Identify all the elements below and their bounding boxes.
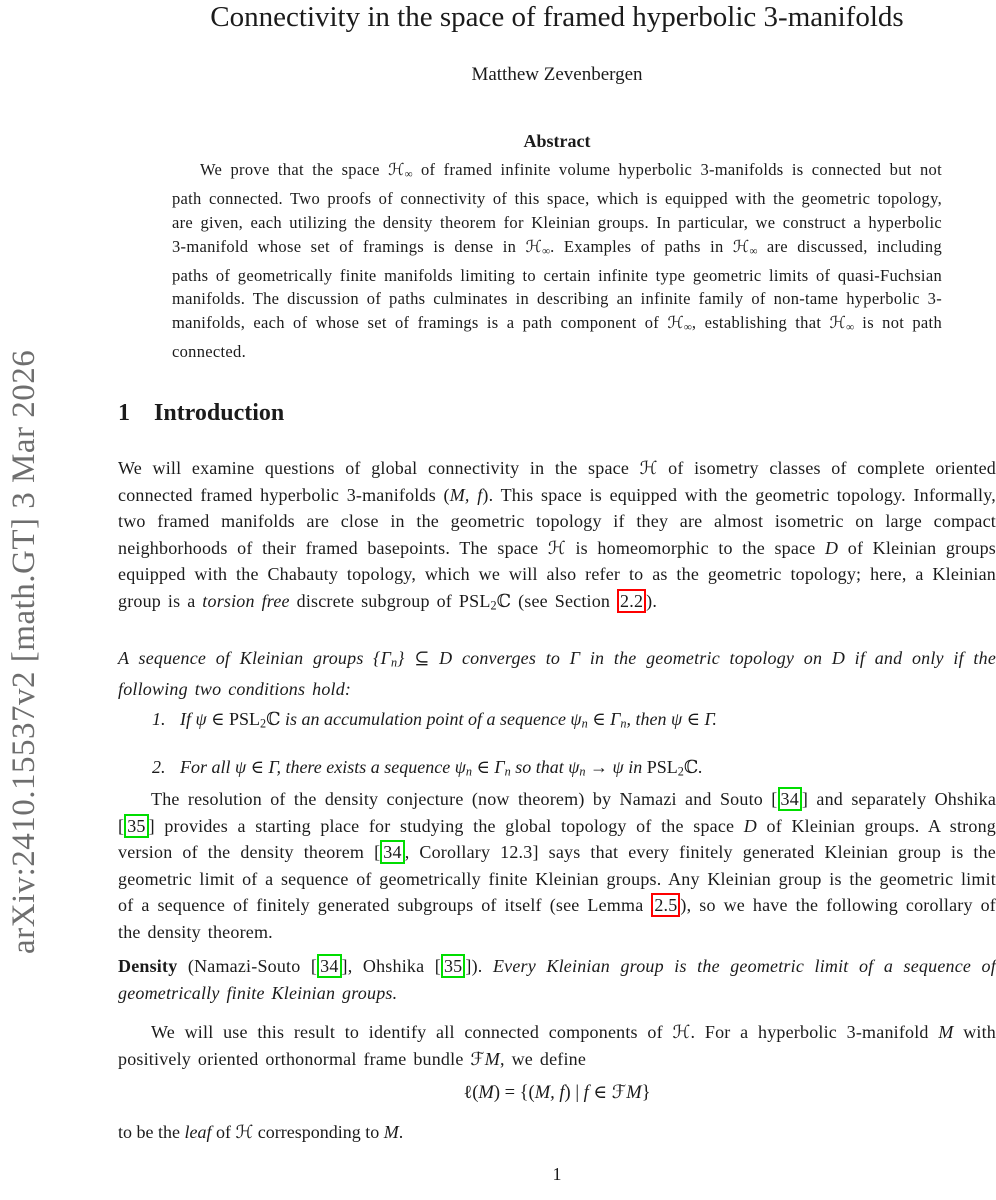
text-segment: 2 bbox=[490, 598, 497, 613]
citation-link[interactable]: 34 bbox=[778, 787, 802, 811]
text-segment: . Examples of paths in bbox=[550, 236, 733, 256]
text-segment: We prove that the space bbox=[200, 160, 389, 179]
text-segment: ), so we have the following corollary of the density theorem. bbox=[118, 895, 996, 942]
list-item bbox=[118, 706, 996, 737]
text-segment: ∞ bbox=[542, 245, 551, 258]
text-segment: D bbox=[439, 648, 453, 668]
text-segment: of isometry classes of complete oriented connected framed hyperbolic 3-manifolds ( bbox=[118, 458, 996, 505]
text-segment: ℱ bbox=[470, 1048, 485, 1069]
text-segment: M bbox=[383, 1122, 399, 1142]
list-item-marker: 2. bbox=[152, 757, 166, 778]
text-segment: If ψ ∈ bbox=[180, 709, 229, 729]
text-segment: ℋ bbox=[667, 313, 684, 333]
text-segment: } ⊆ bbox=[397, 648, 440, 668]
text-segment: n bbox=[391, 655, 398, 670]
text-segment: of Kleinian groups. A strong version of the density theorem [ bbox=[118, 815, 996, 862]
text-segment: Density bbox=[118, 956, 178, 976]
section-number: 1 bbox=[118, 400, 130, 426]
text-segment: ℋ bbox=[732, 236, 750, 256]
text-segment: . bbox=[698, 757, 703, 778]
leaf-equation bbox=[118, 1082, 996, 1104]
section-title: Introduction bbox=[154, 400, 285, 426]
abstract-heading: Abstract bbox=[523, 131, 591, 151]
text-segment: ∞ bbox=[846, 321, 855, 334]
section-ref-link[interactable]: 2.5 bbox=[651, 893, 680, 917]
text-segment: ∞ bbox=[683, 321, 692, 334]
text-segment: is homeomorphic to the space bbox=[565, 537, 825, 558]
text-segment: ) = {( bbox=[493, 1083, 535, 1103]
text-segment: The resolution of the density conjecture (now theorem) by Namazi and Souto [ bbox=[151, 789, 778, 809]
citation-link[interactable]: 34 bbox=[317, 954, 341, 978]
text-segment: ℋ bbox=[388, 160, 405, 179]
text-segment: converges to Γ in the geometric topology on bbox=[452, 648, 832, 668]
intro-paragraph-1 bbox=[118, 455, 996, 619]
text-segment: → ψ in bbox=[585, 757, 647, 778]
text-segment: M, f bbox=[534, 1083, 565, 1103]
text-segment: n bbox=[581, 716, 588, 731]
text-segment: M bbox=[484, 1048, 500, 1069]
text-segment: n bbox=[579, 764, 586, 779]
text-segment: PSL bbox=[646, 757, 678, 778]
citation-link[interactable]: 35 bbox=[124, 814, 148, 838]
text-segment: leaf bbox=[184, 1122, 212, 1142]
text-segment: to be the bbox=[118, 1122, 185, 1142]
text-segment: We will use this result to identify all connected components of bbox=[151, 1022, 673, 1042]
paper-title: Connectivity in the space of framed hyperbolic 3-manifolds bbox=[210, 1, 904, 33]
text-segment: , establishing that bbox=[691, 313, 830, 333]
text-segment: ∞ bbox=[749, 245, 758, 258]
text-segment: , we define bbox=[499, 1048, 587, 1069]
text-segment: M bbox=[626, 1083, 642, 1103]
list-item-marker: 1. bbox=[152, 709, 166, 729]
text-segment: ∈ Γ bbox=[472, 757, 505, 778]
text-segment: ℱ bbox=[611, 1083, 627, 1103]
page-number: 1 bbox=[552, 1164, 562, 1184]
text-segment: n bbox=[620, 716, 627, 731]
text-segment: M, f bbox=[449, 484, 483, 505]
text-segment: (Namazi-Souto [ bbox=[177, 956, 318, 976]
text-segment: ∈ Γ bbox=[587, 709, 621, 729]
text-segment: ℋ bbox=[829, 313, 847, 333]
text-segment: , Corollary 12.3] says that every finitely generated Kleinian group is the geometric limit of a sequence of geometrically finite Kleinian groups. Any Kleinian group is the geometric limit of a sequence of finitely generated subgroups of itself (see Lemma bbox=[118, 842, 996, 915]
text-segment: ∞ bbox=[404, 168, 413, 181]
text-segment: ). This space is equipped with the geometric topology. Informally, two framed manifolds are close in the geometric topology if they are almost isometric on large compact neighborhoods of their framed basepoints. The space bbox=[118, 484, 996, 558]
citation-link[interactable]: 34 bbox=[380, 840, 404, 864]
text-segment: M bbox=[938, 1022, 954, 1042]
text-segment: ]). bbox=[465, 956, 493, 976]
text-segment: A sequence of Kleinian groups {Γ bbox=[118, 648, 392, 668]
citation-link[interactable]: 35 bbox=[441, 954, 465, 978]
text-segment: D bbox=[743, 815, 757, 836]
section-ref-link[interactable]: 2.2 bbox=[617, 589, 646, 613]
text-segment: n bbox=[504, 764, 511, 779]
list-item bbox=[118, 754, 996, 785]
text-segment: ℋ bbox=[525, 236, 543, 256]
density-conjecture-paragraph bbox=[118, 786, 996, 945]
text-segment: PSL bbox=[229, 709, 261, 729]
text-segment: , then ψ ∈ Γ. bbox=[626, 709, 717, 729]
text-segment: ], Ohshika [ bbox=[341, 956, 441, 976]
text-segment: D bbox=[824, 537, 839, 558]
text-segment: ℓ( bbox=[463, 1083, 479, 1103]
text-segment: We will examine questions of global connectivity in the space bbox=[118, 458, 640, 478]
text-segment: with positively oriented orthonormal frame bundle bbox=[118, 1022, 996, 1069]
text-segment: D bbox=[831, 648, 846, 668]
text-segment: 2 bbox=[260, 716, 267, 731]
paper-author: Matthew Zevenbergen bbox=[471, 64, 643, 85]
text-segment: M bbox=[478, 1083, 494, 1103]
text-segment: discrete subgroup of PSL bbox=[289, 590, 491, 611]
text-segment: 2 bbox=[677, 764, 684, 779]
text-segment: of bbox=[211, 1122, 236, 1142]
arxiv-watermark: arXiv:2410.15537v2 [math.GT] 3 Mar 2026 bbox=[6, 349, 42, 954]
text-segment: so that ψ bbox=[510, 757, 580, 778]
text-segment: } bbox=[641, 1083, 651, 1103]
text-segment: is an accumulation point of a sequence ψ bbox=[280, 709, 582, 729]
text-segment: ). bbox=[646, 590, 658, 611]
text-segment: ℋ bbox=[639, 458, 658, 478]
text-segment: ] provides a starting place for studying the global topology of the space bbox=[148, 815, 744, 836]
text-segment: ℋ bbox=[672, 1022, 691, 1042]
text-segment: ℂ (see Section bbox=[496, 590, 618, 611]
list-item-content bbox=[180, 754, 996, 785]
text-segment: n bbox=[465, 764, 473, 779]
density-theorem-statement bbox=[118, 953, 996, 1006]
text-segment: ) | bbox=[564, 1083, 584, 1103]
leaf-definition-line bbox=[118, 1122, 996, 1143]
text-segment: if and only if the following two conditions hold: bbox=[118, 648, 996, 700]
text-segment: ∈ bbox=[588, 1083, 612, 1103]
text-segment: Every Kleinian group is the geometric limit of a sequence of geometrically finite Kleinian groups. bbox=[118, 956, 996, 1003]
text-segment: corresponding to bbox=[253, 1122, 384, 1142]
geometric-convergence-definition bbox=[118, 645, 996, 703]
text-segment: For all ψ ∈ Γ, there exists a sequence ψ bbox=[180, 757, 466, 778]
text-segment: . bbox=[398, 1122, 404, 1142]
text-segment: are discussed, including paths of geometrically finite manifolds limiting to certain infinite type geometric limits of quasi-Fuchsian manifolds. The discussion of paths culminates in describing an infinite family of non-tame hyperbolic 3-manifolds, each of whose set of framings is a path component of bbox=[172, 236, 943, 333]
text-segment: is not path connected. bbox=[172, 313, 942, 362]
text-segment: . For a hyperbolic 3-manifold bbox=[690, 1022, 939, 1042]
list-item-content bbox=[180, 706, 996, 737]
abstract-body bbox=[172, 158, 942, 364]
text-segment: torsion free bbox=[202, 590, 290, 611]
text-segment: ℋ bbox=[235, 1122, 254, 1142]
text-segment: ℂ bbox=[266, 709, 281, 729]
text-segment: ℂ bbox=[683, 757, 699, 778]
text-segment: of Kleinian groups equipped with the Chabauty topology, which we will also refer to as the geometric topology; here, a Kleinian group is a bbox=[118, 537, 996, 611]
text-segment: f bbox=[583, 1083, 589, 1103]
text-segment: of framed infinite volume hyperbolic 3-manifolds is connected but not path connected. Two proofs of connectivity of this space, which is equipped with the geometric topology, are given, each utilizing the density theorem for Kleinian groups. In particular, we construct a hyperbolic 3-manifold whose set of framings is dense in bbox=[172, 160, 942, 256]
leaf-setup-paragraph bbox=[118, 1019, 996, 1072]
text-segment: ] and separately Ohshika [ bbox=[118, 789, 996, 836]
text-segment: ℋ bbox=[547, 537, 566, 558]
section-heading bbox=[118, 400, 996, 427]
